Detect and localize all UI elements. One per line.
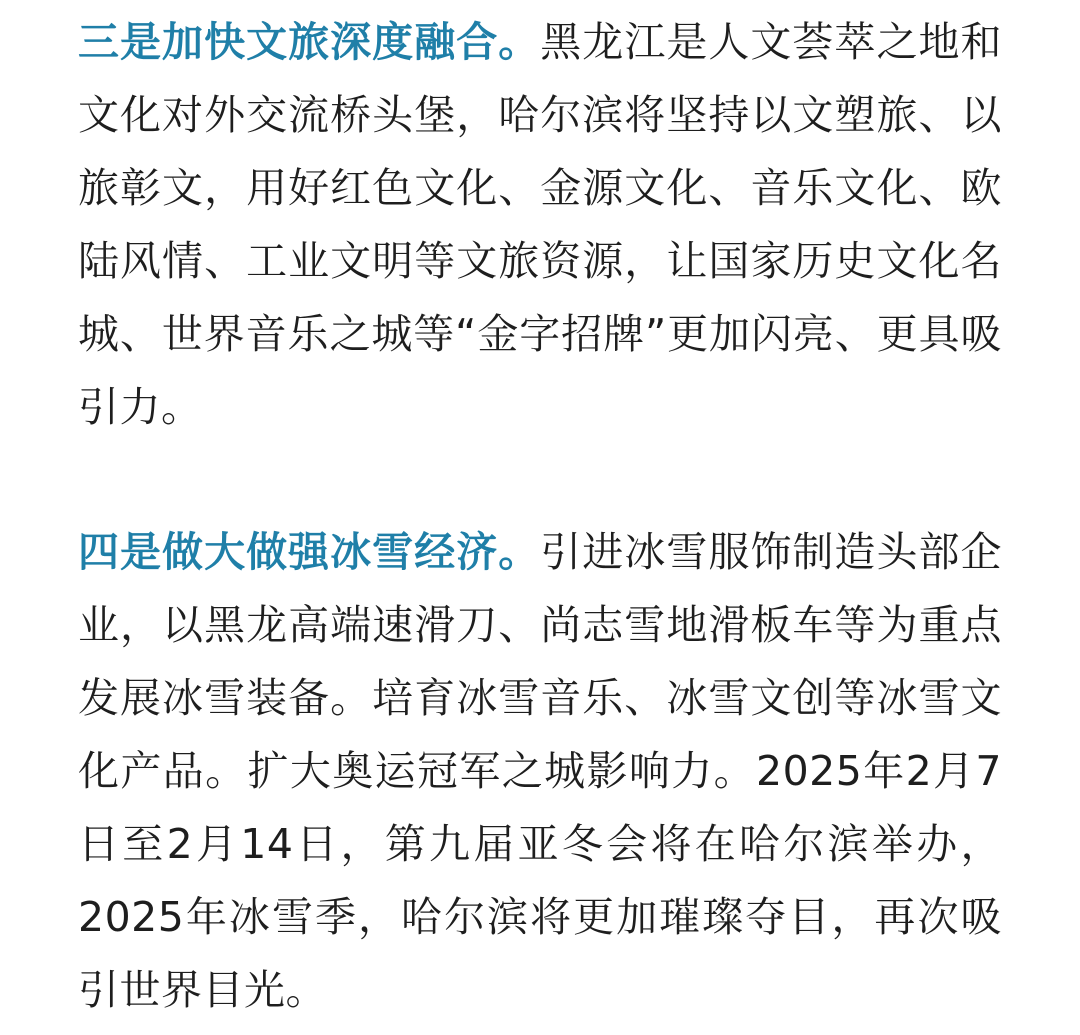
paragraph-heading: 四是做大做强冰雪经济。 bbox=[78, 528, 541, 576]
paragraph-text: 引进冰雪服饰制造头部企业，以黑龙高端速滑刀、尚志雪地滑板车等为重点发展冰雪装备。培育冰雪音乐、冰雪文创等冰雪文化产品。扩大奥运冠军之城影响力。2025年2月7日至2月14日，第九届亚冬会将在哈尔滨举办，2025年冰雪季，哈尔滨将更加璀璨夺目，再次吸引世界目光。 bbox=[78, 528, 1003, 1014]
paragraph-ice-snow-economy bbox=[78, 516, 1002, 1027]
paragraph-heading: 三是加快文旅深度融合。 bbox=[78, 18, 541, 66]
paragraph-culture-tourism bbox=[78, 6, 1002, 444]
paragraph-text: 黑龙江是人文荟萃之地和文化对外交流桥头堡，哈尔滨将坚持以文塑旅、以旅彰文，用好红色文化、金源文化、音乐文化、欧陆风情、工业文明等文旅资源，让国家历史文化名城、世界音乐之城等“金字招牌”更加闪亮、更具吸引力。 bbox=[78, 18, 1003, 431]
